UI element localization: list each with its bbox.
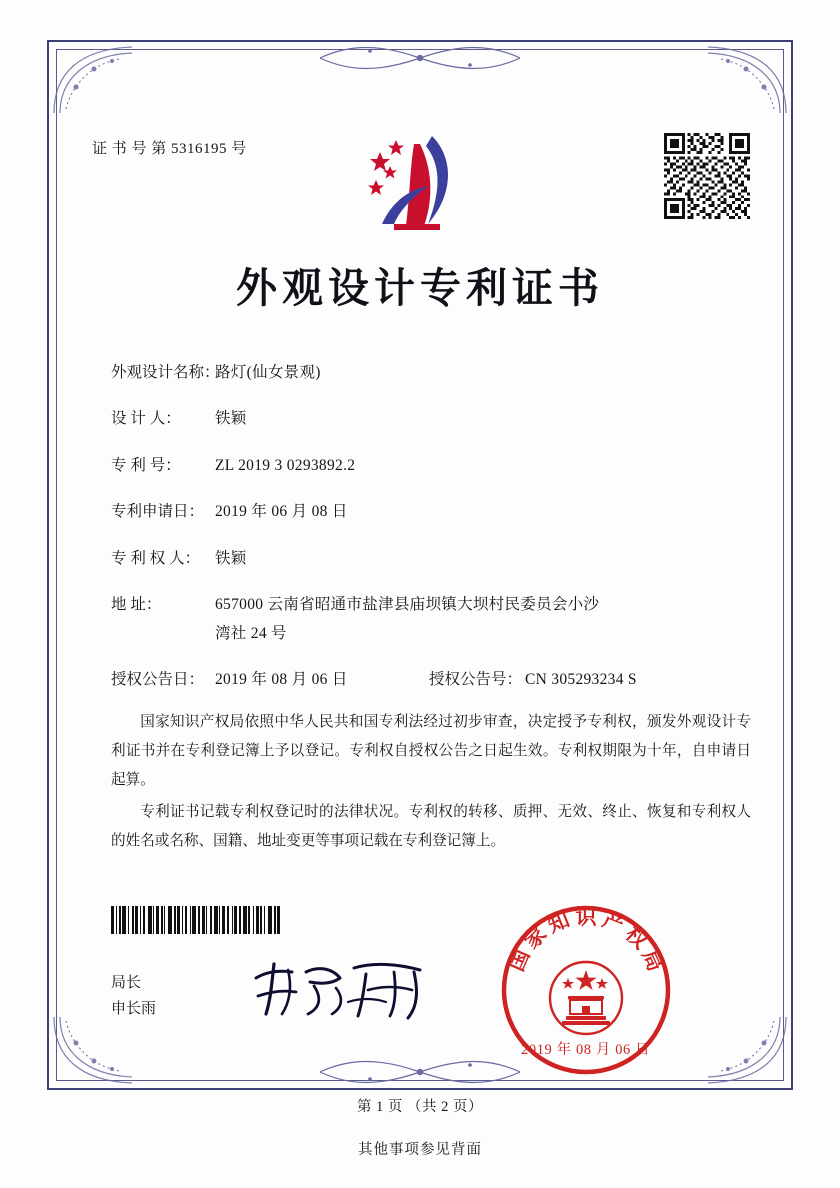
label-grant-number: 授权公告号： [429,671,523,689]
cnipa-logo-icon [358,128,482,238]
field-patent-number [111,455,761,477]
label-application-date: 专利申请日： [111,503,205,521]
certificate-number: 证 书 号 第 5316195 号 [92,141,247,157]
corner-ornament-top-left [50,43,136,117]
value-design-name: 路灯(仙女景观) [215,364,321,381]
bottom-flourish-ornament [310,1056,530,1088]
value-grant-number: CN 305293234 S [525,671,637,689]
svg-text:家: 家 [519,921,552,954]
signature-title: 局长 [111,975,142,991]
page-title: 外观设计专利证书 [236,264,604,312]
value-address [215,594,761,645]
value-patent-number: ZL 2019 3 0293892.2 [215,456,356,474]
label-designer: 设 计 人： [111,410,181,428]
corner-ornament-bottom-right [704,1013,790,1087]
label-address: 地 址： [111,596,162,614]
top-flourish-ornament [310,42,530,74]
value-designer: 铁颖 [215,410,247,428]
value-address-line2: 湾社 24 号 [215,624,287,642]
field-grant-row [111,669,761,691]
signature-block [111,970,156,1022]
svg-text:产: 产 [599,907,628,938]
legal-paragraph-1: 国家知识产权局依照中华人民共和国专利法经过初步审查，决定授予专利权，颁发外观设计专利证书并在专利登记簿上予以登记。专利权自授权公告之日起生效。专利权期限为十年，自申请日起算。 [111,714,751,789]
value-address-line1: 657000 云南省昭通市盐津县庙坝镇大坝村民委员会小沙 [215,596,600,614]
value-application-date: 2019 年 06 月 08 日 [215,503,348,521]
value-patentee: 铁颖 [215,549,247,567]
value-grant-date: 2019 年 08 月 06 日 [215,671,348,689]
svg-text:局: 局 [637,945,668,975]
label-patentee: 专 利 权 人： [111,549,201,567]
legal-text [111,708,751,858]
footer-note: 其他事项参见背面 [358,1142,482,1158]
field-list [111,362,761,716]
svg-text:权: 权 [620,921,653,954]
qr-code [664,133,750,219]
corner-ornament-bottom-left [50,1013,136,1087]
field-design-name [111,362,761,384]
label-design-name: 外观设计名称： [111,364,220,381]
svg-text:国: 国 [504,945,535,975]
signature-name: 申长雨 [111,1001,157,1017]
handwritten-signature [248,952,438,1024]
field-designer [111,408,761,430]
svg-text:知: 知 [544,907,573,938]
corner-ornament-top-right [704,43,790,117]
field-patentee [111,548,761,570]
svg-text:识: 识 [575,905,597,929]
barcode [111,906,337,934]
legal-paragraph-2: 专利证书记载专利权登记时的法律状况。专利权的转移、质押、无效、终止、恢复和专利权人的姓名或名称、国籍、地址变更等事项记载在专利登记簿上。 [111,803,751,849]
seal-date: 2019 年 08 月 06 日 [521,1042,651,1058]
label-patent-number: 专 利 号： [111,456,181,474]
page-number: 第 1 页 （共 2 页） [356,1099,484,1115]
field-application-date [111,501,761,523]
label-grant-date: 授权公告日： [111,671,205,689]
field-address [111,594,761,645]
